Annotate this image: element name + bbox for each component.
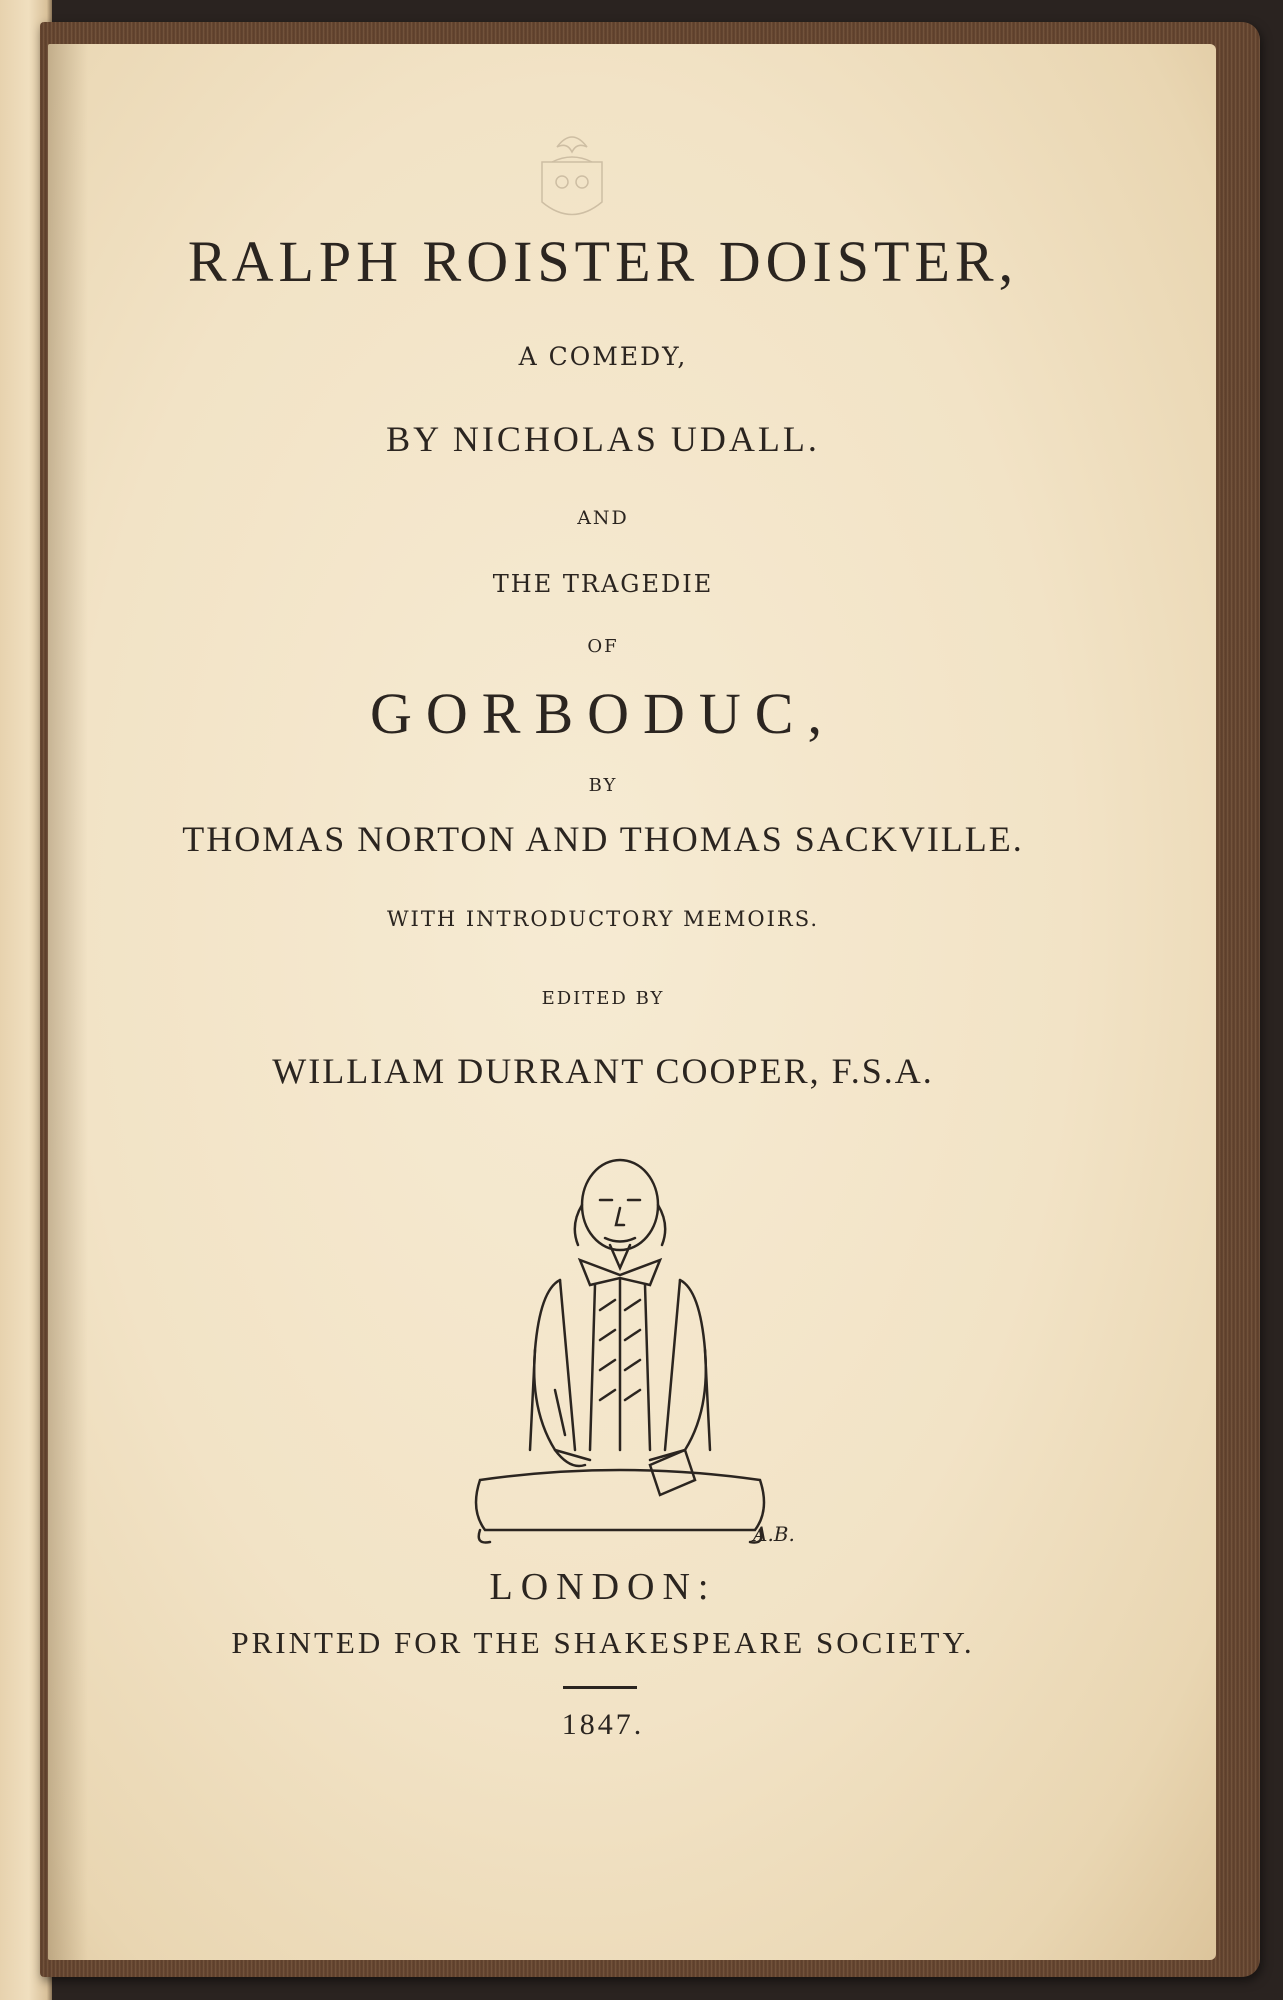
tragedie-line: THE TRAGEDIE xyxy=(492,570,714,598)
genre-line: A COMEDY, xyxy=(518,342,688,371)
of-line: OF xyxy=(587,636,619,657)
second-title: GORBODUC, xyxy=(370,681,836,746)
book-title: RALPH ROISTER DOISTER, xyxy=(187,229,1019,294)
memoirs-line: WITH INTRODUCTORY MEMOIRS. xyxy=(386,907,820,931)
second-authors: THOMAS NORTON AND THOMAS SACKVILLE. xyxy=(182,819,1024,859)
publisher-line: PRINTED FOR THE SHAKESPEARE SOCIETY. xyxy=(231,1625,975,1660)
editor-name: WILLIAM DURRANT COOPER, F.S.A. xyxy=(272,1051,934,1091)
publication-year: 1847. xyxy=(561,1708,645,1741)
shakespeare-portrait-illustration xyxy=(460,1150,780,1550)
illustrator-initials: A.B. xyxy=(753,1522,795,1546)
divider-rule xyxy=(563,1686,637,1689)
edited-by-label: EDITED BY xyxy=(541,988,665,1009)
blind-stamp-crest xyxy=(522,122,622,232)
by-line: BY xyxy=(588,775,618,796)
conjunction: AND xyxy=(577,507,629,529)
place-of-publication: LONDON: xyxy=(489,1566,717,1608)
author-line: BY NICHOLAS UDALL. xyxy=(386,419,820,459)
